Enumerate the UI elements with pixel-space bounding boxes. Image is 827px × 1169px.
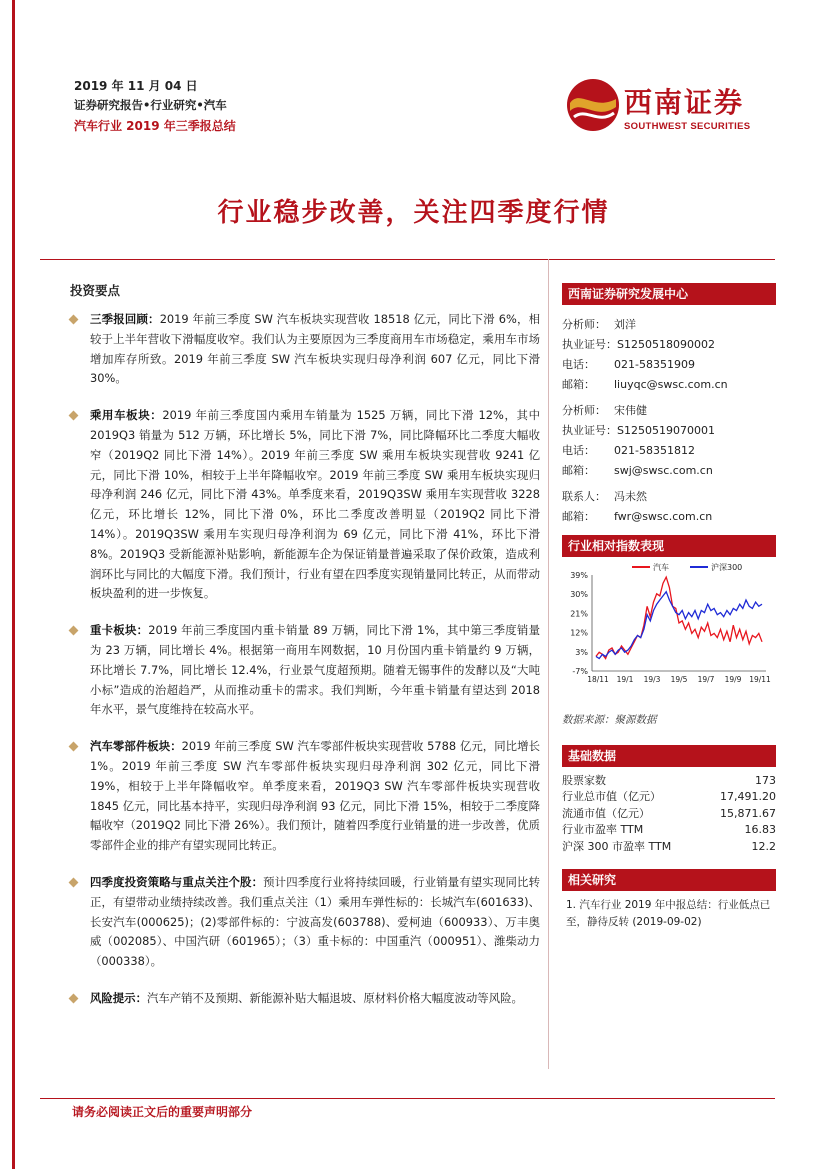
basic-data-label: 行业市盈率 TTM bbox=[562, 823, 644, 837]
summary-item-label: 三季报回顾： bbox=[90, 312, 160, 326]
analyst-row-label: 电话： bbox=[562, 444, 595, 457]
analyst-row bbox=[562, 401, 776, 421]
basic-data-row bbox=[562, 806, 776, 822]
legend-label: 汽车 bbox=[653, 563, 669, 572]
page-title: 行业稳步改善，关注四季度行情 bbox=[217, 198, 610, 228]
sidebar bbox=[562, 283, 776, 931]
company-logo bbox=[566, 77, 766, 135]
research-center-bar: 西南证券研究发展中心 bbox=[562, 283, 776, 305]
analyst-row bbox=[562, 315, 776, 335]
summary-item-label: 乘用车板块： bbox=[90, 408, 163, 423]
analyst-row-label: 执业证号： bbox=[562, 338, 617, 351]
related-research-bar: 相关研究 bbox=[562, 869, 776, 891]
summary-item bbox=[70, 310, 540, 389]
summary-item-label: 重卡板块： bbox=[90, 623, 149, 638]
analyst-row bbox=[562, 421, 776, 441]
basic-data-row bbox=[562, 839, 776, 855]
x-tick-label: 18/11 bbox=[587, 675, 609, 684]
basic-data-row bbox=[562, 822, 776, 838]
investment-summary bbox=[70, 281, 540, 1026]
analyst-row-value: swj@swsc.com.cn bbox=[614, 464, 713, 477]
summary-item bbox=[70, 406, 540, 604]
analyst-row-label: 分析师： bbox=[562, 404, 606, 417]
related-research-list bbox=[562, 897, 776, 931]
summary-item-text: 2019 年前三季度国内重卡销量 89 万辆，同比下滑 1%，其中第三季度销量为 23 万辆，同比增长 4%。根据第一商用车网数据，10 月份国内重卡销量约 9 万辆，环比增长 7.7%，同比增长 12.4%，行业景气度超预期。随着无锡事件的发酵以及“大吨小标”造成的治超趋严，从而推动重卡的需求。我们判断，今年重卡销量有望达到 2018 年水平，景气度维持在较高水平。 bbox=[90, 623, 540, 717]
index-chart-bar: 行业相对指数表现 bbox=[562, 535, 776, 557]
basic-data-value: 173 bbox=[755, 774, 776, 787]
basic-data-table bbox=[562, 773, 776, 855]
report-series-title: 汽车行业 2019 年三季报总结 bbox=[74, 119, 236, 133]
analyst-row-value: S1250518090002 bbox=[617, 338, 715, 351]
basic-data-bar: 基础数据 bbox=[562, 745, 776, 767]
series-line bbox=[596, 577, 762, 658]
basic-data-label: 流通市值（亿元） bbox=[562, 806, 650, 820]
summary-item-text: 2019 年前三季度国内乘用车销量为 1525 万辆，同比下滑 12%，其中 2019Q3 销量为 512 万辆，环比增长 5%，同比下滑 7%，同比降幅环比二季度大幅收窄（2019Q2 同比下滑 14%）。2019 年前三季度 SW 乘用车板块实现营收 9241 亿元，同比下滑 10%，相较于上半年降幅收窄。2019 年前三季度 SW 乘用车板块实现归母净利润 246 亿元，同比下滑 43%。单季度来看，2019Q3SW 乘用车实现营收 3228 亿元，环比增长 12%，同比下滑 0%，环比二季度改善明显（2019Q2 同比下滑 14%）。2019Q3SW 乘用车实现归母净利润为 69 亿元，同比下滑 41%，环比下滑 8%。2019Q3 受新能源补贴影响，新能源车企为保证销量普遍采取了保价政策，造成利润环比与同比的大幅度下滑。我们预计，行业有望在四季度实现销量同比转正，从而带动板块盈利的进一步恢复。 bbox=[90, 408, 540, 601]
diamond-bullet-icon bbox=[69, 626, 79, 636]
logo-name-cn: 西南证券 bbox=[624, 86, 745, 119]
x-tick-label: 19/5 bbox=[670, 675, 688, 684]
title-divider bbox=[40, 259, 775, 260]
series-line bbox=[596, 592, 762, 659]
y-tick-label: 30% bbox=[570, 590, 588, 600]
summary-item-label: 风险提示： bbox=[90, 990, 147, 1005]
summary-item-text: 汽车产销不及预期、新能源补贴大幅退坡、原材料价格大幅度波动等风险。 bbox=[146, 990, 523, 1005]
analyst-row-value: 冯未然 bbox=[614, 490, 647, 503]
analyst-row-value: S1250519070001 bbox=[617, 424, 715, 437]
legend-label: 沪深300 bbox=[711, 563, 743, 572]
y-tick-label: 12% bbox=[570, 628, 588, 638]
y-tick-label: 39% bbox=[570, 571, 588, 580]
analyst-row bbox=[562, 441, 776, 461]
analyst-row-label: 电话： bbox=[562, 358, 595, 371]
analyst-row-label: 执业证号： bbox=[562, 424, 617, 437]
basic-data-value: 12.2 bbox=[751, 839, 776, 853]
x-tick-label: 19/11 bbox=[749, 675, 771, 684]
basic-data-label: 行业总市值（亿元） bbox=[562, 790, 661, 804]
summary-item bbox=[70, 737, 540, 856]
data-source-note: 数据来源：聚源数据 bbox=[562, 714, 657, 726]
analyst-row bbox=[562, 507, 776, 527]
analyst-row bbox=[562, 335, 776, 355]
analyst-row-value: 刘洋 bbox=[614, 318, 636, 331]
logo-mark-icon bbox=[566, 77, 620, 133]
analyst-row bbox=[562, 461, 776, 481]
analyst-row-label: 邮箱： bbox=[562, 464, 595, 477]
analyst-block bbox=[562, 401, 776, 481]
diamond-bullet-icon bbox=[69, 411, 79, 421]
analyst-row bbox=[562, 375, 776, 395]
analyst-row-value: fwr@swsc.com.cn bbox=[614, 510, 713, 523]
footer-disclaimer: 请务必阅读正文后的重要声明部分 bbox=[72, 1105, 253, 1119]
diamond-bullet-icon bbox=[69, 742, 79, 752]
report-date: 2019 年 11 月 04 日 bbox=[74, 79, 198, 93]
basic-data-value: 17,491.20 bbox=[720, 790, 776, 804]
basic-data-value: 15,871.67 bbox=[720, 806, 776, 820]
left-margin-rule bbox=[12, 0, 15, 1169]
diamond-bullet-icon bbox=[69, 993, 79, 1003]
basic-data-value: 16.83 bbox=[744, 823, 776, 837]
basic-data-label: 股票家数 bbox=[562, 774, 606, 787]
analyst-row-label: 联系人： bbox=[562, 490, 606, 503]
diamond-bullet-icon bbox=[69, 877, 79, 887]
analyst-row bbox=[562, 487, 776, 507]
basic-data-row bbox=[562, 789, 776, 805]
summary-heading: 投资要点 bbox=[70, 283, 121, 298]
y-tick-label: 3% bbox=[575, 647, 588, 657]
summary-item-label: 汽车零部件板块： bbox=[90, 739, 182, 754]
summary-item-text: 2019 年前三季度 SW 汽车板块实现营收 18518 亿元，同比下滑 6%，相较于上半年营收下滑幅度收窄。我们认为主要原因为三季度商用车市场稳定，乘用车市场增加库存所致。2019 年前三季度 SW 汽车板块实现归母净利润 607 亿元，同比下滑 30%。 bbox=[90, 312, 540, 386]
x-tick-label: 19/1 bbox=[616, 675, 634, 684]
analyst-row-label: 邮箱： bbox=[562, 510, 595, 523]
x-tick-label: 19/7 bbox=[697, 675, 715, 684]
related-research-item: 1. 汽车行业 2019 年中报总结：行业低点已至，静待反转 (2019-09-02) bbox=[566, 899, 771, 929]
analyst-block bbox=[562, 315, 776, 395]
chart-svg bbox=[562, 563, 776, 698]
summary-list bbox=[70, 310, 540, 1009]
report-type: 证券研究报告•行业研究•汽车 bbox=[74, 98, 227, 112]
footer-divider bbox=[40, 1098, 775, 1099]
analyst-row bbox=[562, 355, 776, 375]
summary-item-text: 2019 年前三季度 SW 汽车零部件板块实现营收 5788 亿元，同比增长 1%。2019 年前三季度 SW 汽车零部件板块实现归母净利润 302 亿元，同比下滑 19%，相较于上半年降幅收窄。单季度来看，2019Q3 SW 汽车零部件板块实现营收 1845 亿元，同比基本持平，实现归母净利润 93 亿元，同比下滑 15%，相较于二季度降幅收窄（2019Q2 同比下滑 26%）。我们预计，随着四季度行业销量的进一步改善，优质零部件企业的排产有望实现同比转正。 bbox=[90, 739, 540, 853]
column-divider bbox=[548, 259, 549, 1069]
analyst-row-label: 邮箱： bbox=[562, 378, 595, 391]
summary-item-text: 预计四季度行业将持续回暖，行业销量有望实现同比转正，有望带动业绩持续改善。我们重点关注（1）乘用车弹性标的：长城汽车(601633)、长安汽车(000625)；(2)零部件标的：宁波高发(603788)、爱柯迪（600933）、万丰奥威（002085）、中国汽研（601965）；（3）重卡标的：中国重汽（000951）、潍柴动力（000338）。 bbox=[90, 874, 540, 969]
x-tick-label: 19/9 bbox=[724, 675, 742, 684]
logo-name-en: SOUTHWEST SECURITIES bbox=[624, 121, 751, 132]
analyst-row-value: 021-58351812 bbox=[614, 444, 695, 457]
basic-data-label: 沪深 300 市盈率 TTM bbox=[562, 839, 672, 853]
analyst-row-label: 分析师： bbox=[562, 318, 606, 331]
analyst-block bbox=[562, 487, 776, 527]
summary-item-label: 四季度投资策略与重点关注个股： bbox=[90, 874, 264, 889]
y-tick-label: -7% bbox=[572, 667, 588, 676]
relative-index-chart bbox=[562, 563, 776, 698]
summary-item bbox=[70, 621, 540, 720]
analyst-row-value: 021-58351909 bbox=[614, 358, 695, 371]
diamond-bullet-icon bbox=[69, 315, 79, 325]
y-tick-label: 21% bbox=[570, 609, 588, 619]
summary-item bbox=[70, 989, 540, 1009]
analyst-info bbox=[562, 315, 776, 527]
analyst-row-value: 宋伟健 bbox=[614, 404, 647, 417]
basic-data-row bbox=[562, 773, 776, 789]
x-tick-label: 19/3 bbox=[643, 675, 661, 684]
summary-item bbox=[70, 873, 540, 972]
analyst-row-value: liuyqc@swsc.com.cn bbox=[614, 378, 728, 391]
